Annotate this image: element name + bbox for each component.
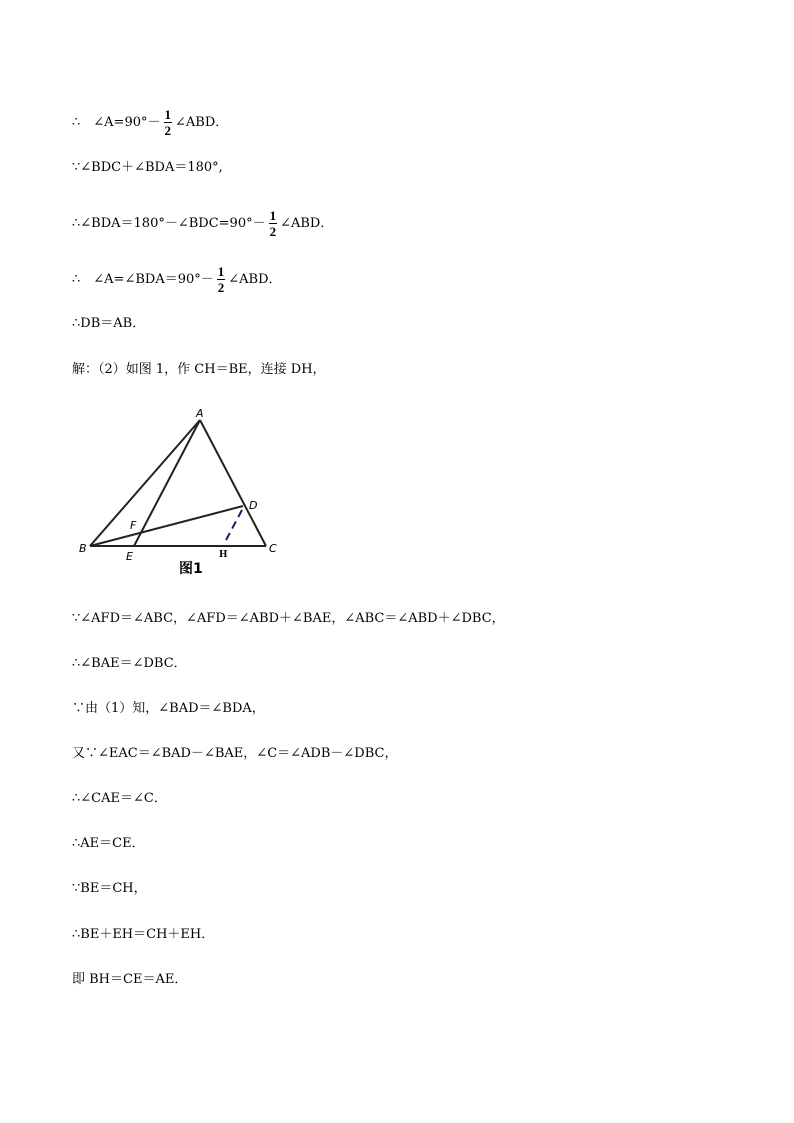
proof-line-5: ∴DB＝AB． <box>72 316 146 331</box>
fraction <box>269 208 278 239</box>
line-text: ∴ ∠A=∠BDA＝90°－ <box>72 272 214 287</box>
segment-dh-dashed <box>225 510 242 542</box>
label-a: A <box>196 407 204 420</box>
proof-line-11: ∴∠CAE＝∠C． <box>72 791 167 806</box>
figure-caption: 图1 <box>179 561 203 577</box>
fraction <box>164 107 173 138</box>
label-f: F <box>130 519 137 532</box>
proof-line-8: ∴∠BAE＝∠DBC． <box>72 656 187 671</box>
proof-line-2: ∵∠BDC＋∠BDA＝180°, <box>72 160 223 175</box>
proof-line-3 <box>72 208 333 239</box>
proof-line-4 <box>72 264 282 295</box>
triangle-diagram <box>76 400 290 580</box>
fraction <box>217 264 226 295</box>
label-d: D <box>249 499 258 512</box>
line-text: ∴∠BDA＝180°－∠BDC=90°－ <box>72 216 266 231</box>
fraction-numerator: 1 <box>269 208 277 223</box>
proof-line-9: ∵由（1）知，∠BAD＝∠BDA， <box>72 701 265 716</box>
proof-line-1 <box>72 107 228 138</box>
proof-line-6: 解：（2）如图 1，作 CH＝BE，连接 DH， <box>72 362 326 377</box>
label-e: E <box>126 550 133 563</box>
proof-line-13: ∵BE＝CH， <box>72 881 147 896</box>
label-c: C <box>269 542 277 555</box>
proof-line-7: ∵∠AFD＝∠ABC，∠AFD＝∠ABD＋∠BAE，∠ABC＝∠ABD＋∠DBC， <box>72 611 505 626</box>
line-text: ∠ABD． <box>175 115 229 130</box>
label-h: H <box>219 550 228 560</box>
fraction-numerator: 1 <box>217 264 225 279</box>
fraction-denominator: 2 <box>217 280 225 295</box>
fraction-denominator: 2 <box>164 123 171 138</box>
line-text: ∠ABD． <box>280 216 334 231</box>
segment-bd <box>90 506 243 546</box>
fraction-numerator: 1 <box>164 107 171 122</box>
proof-line-15: 即 BH＝CE＝AE． <box>72 972 188 987</box>
label-b: B <box>79 542 87 555</box>
line-text: ∴ ∠A=90°－ <box>72 115 161 130</box>
line-text: ∠ABD． <box>228 272 282 287</box>
proof-line-10: 又∵∠EAC＝∠BAD－∠BAE，∠C＝∠ADB－∠DBC， <box>72 746 398 761</box>
proof-line-12: ∴AE＝CE． <box>72 836 145 851</box>
fraction-denominator: 2 <box>269 224 277 239</box>
proof-line-14: ∴BE＋EH＝CH＋EH． <box>72 927 215 942</box>
triangle-figure <box>76 400 290 580</box>
